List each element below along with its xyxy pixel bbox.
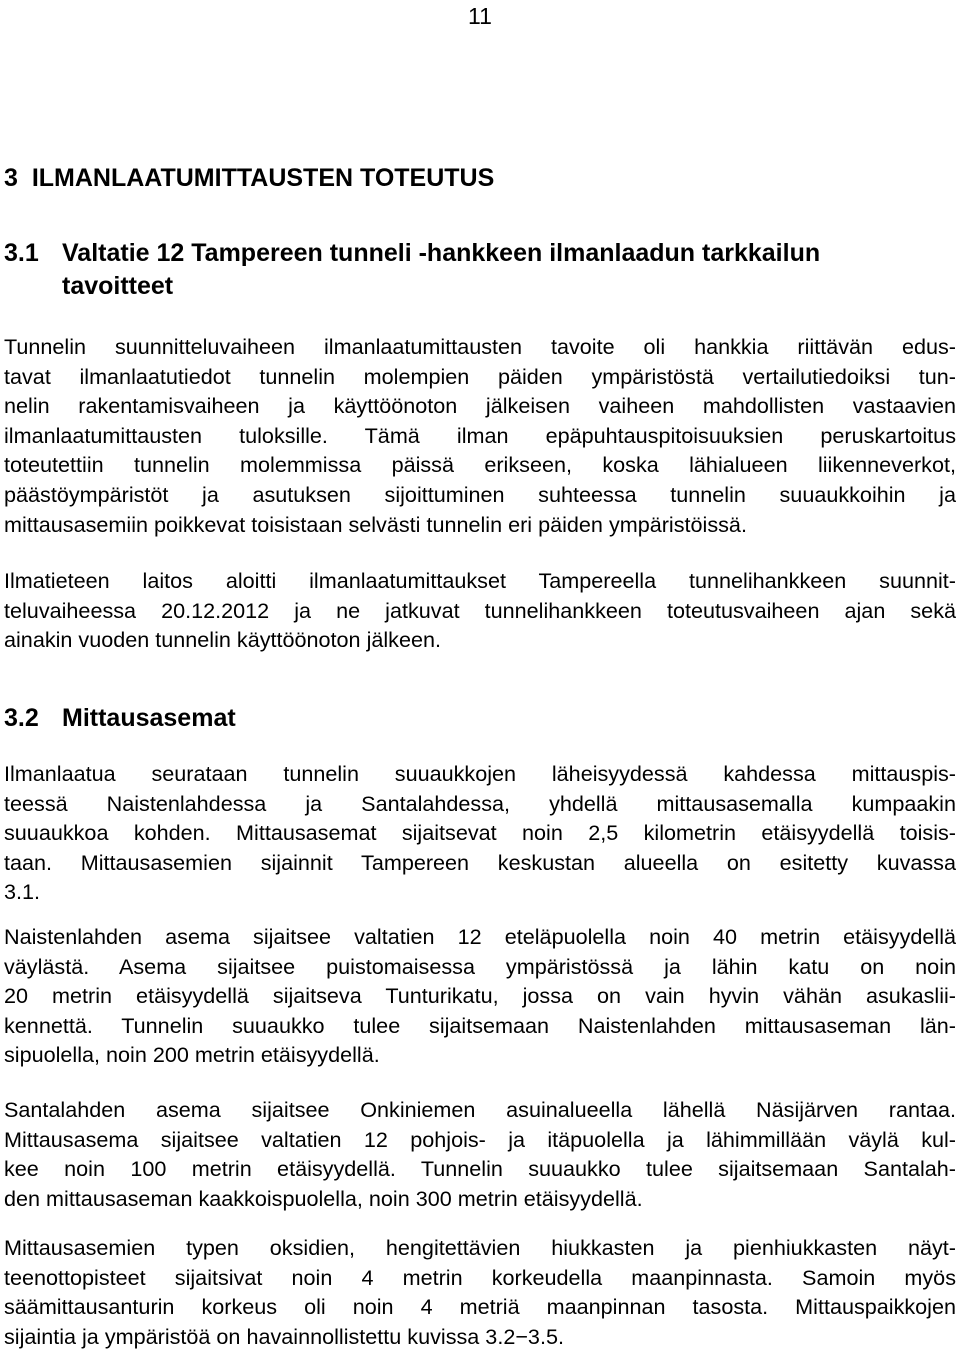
text-line: 20 metrin etäisyydellä sijaitseva Tunturikatu, jossa on vain hyvin vähän asukaslii- [4,983,956,1009]
paragraph-3 [4,759,956,907]
text-line: sipuolella, noin 200 metrin etäisyydellä. [4,1042,380,1068]
text-line: suuaukkoa kohden. Mittausasemat sijaitsevat noin 2,5 kilometrin etäisyydellä toisis- [4,820,956,846]
text-line: päästöympäristöt ja asutuksen sijoittuminen suhteessa tunnelin suuaukkoihin ja [4,481,956,507]
text-line: taan. Mittausasemien sijainnit Tampereen keskustan alueella on esitetty kuvassa [4,849,956,875]
subsection-title: Mittausasemat [62,704,236,732]
text-line: sijaintia ja ympäristöä on havainnollistettu kuvissa 3.2−3.5. [4,1323,564,1349]
paragraph-6 [4,1233,956,1351]
text-line: kee noin 100 metrin etäisyydellä. Tunnelin suuaukko tulee sijaitsemaan Santalah- [4,1156,956,1182]
subsection-heading-3-1 [4,237,954,303]
section-number: 3 [4,164,18,192]
text-line: teluvaiheessa 20.12.2012 ja ne jatkuvat tunnelihankkeen toteutusvaiheen ajan sekä [4,597,956,623]
text-line: Ilmanlaatua seurataan tunnelin suuaukkojen läheisyydessä kahdessa mittauspis- [4,761,956,786]
paragraph-1 [4,332,956,539]
text-line: Ilmatieteen laitos aloitti ilmanlaatumittaukset Tampereella tunnelihankkeen suunnit- [4,568,956,593]
text-line: teessä Naistenlahdessa ja Santalahdessa, yhdellä mittausasemalla kumpaakin [4,790,956,816]
subsection-number: 3.1 [4,239,39,267]
text-line: väylästä. Asema sijaitsee puistomaisessa ympäristössä ja lähin katu on noin [4,953,956,979]
section-heading [4,162,494,195]
paragraph-2 [4,566,956,655]
text-line: toteutettiin tunnelin molemmissa päissä erikseen, koska lähialueen liikenneverkot, [4,452,956,478]
subsection-title-line-1: Valtatie 12 Tampereen tunneli -hankkeen ilmanlaadun tarkkailun [62,239,821,267]
text-line: ilmanlaatumittausten tuloksille. Tämä ilman epäpuhtauspitoisuuksien peruskartoitus [4,422,956,448]
text-line: teenottopisteet sijaitsivat noin 4 metrin korkeudella maanpinnasta. Samoin myös [4,1264,956,1290]
text-line: Mittausasemien typen oksidien, hengitettävien hiukkasten ja pienhiukkasten näyt- [4,1235,956,1260]
paragraph-4 [4,922,956,1070]
text-line: nelin rakentamisvaiheen ja käyttöönoton jälkeisen vaiheen mahdollisten vastaavien [4,393,956,419]
subsection-number: 3.2 [4,704,39,732]
text-line: Tunnelin suunnitteluvaiheen ilmanlaatumittausten tavoite oli hankkia riittävän edus- [4,334,956,359]
text-line: den mittausaseman kaakkoispuolella, noin 300 metrin etäisyydellä. [4,1185,643,1211]
subsection-heading-3-2 [4,702,236,735]
text-line: mittausasemiin poikkevat toisistaan selvästi tunnelin eri päiden ympäristöissä. [4,511,747,537]
text-line: tavat ilmanlaatutiedot tunnelin molempien päiden ympäristöstä vertailutiedoiksi tun- [4,363,956,389]
text-line: Santalahden asema sijaitsee Onkiniemen asuinalueella lähellä Näsijärven rantaa. [4,1097,956,1122]
subsection-title-line-2: tavoitteet [62,272,174,300]
text-line: 3.1. [4,879,41,905]
section-title: ILMANLAATUMITTAUSTEN TOTEUTUS [31,164,495,192]
subsection-title [62,237,954,303]
text-line: ainakin vuoden tunnelin käyttöönoton jälkeen. [4,627,441,653]
page-number: 11 [468,3,492,29]
text-line: säämittausanturin korkeus oli noin 4 metriä maanpinnan tasosta. Mittauspaikkojen [4,1294,956,1320]
paragraph-5 [4,1095,956,1213]
text-line: Mittausasema sijaitsee valtatien 12 pohjois- ja itäpuolella ja lähimmillään väylä kul- [4,1126,956,1152]
text-line: Naistenlahden asema sijaitsee valtatien 12 eteläpuolella noin 40 metrin etäisyydellä [4,924,956,949]
text-line: kennettä. Tunnelin suuaukko tulee sijaitsemaan Naistenlahden mittausaseman län- [4,1012,956,1038]
